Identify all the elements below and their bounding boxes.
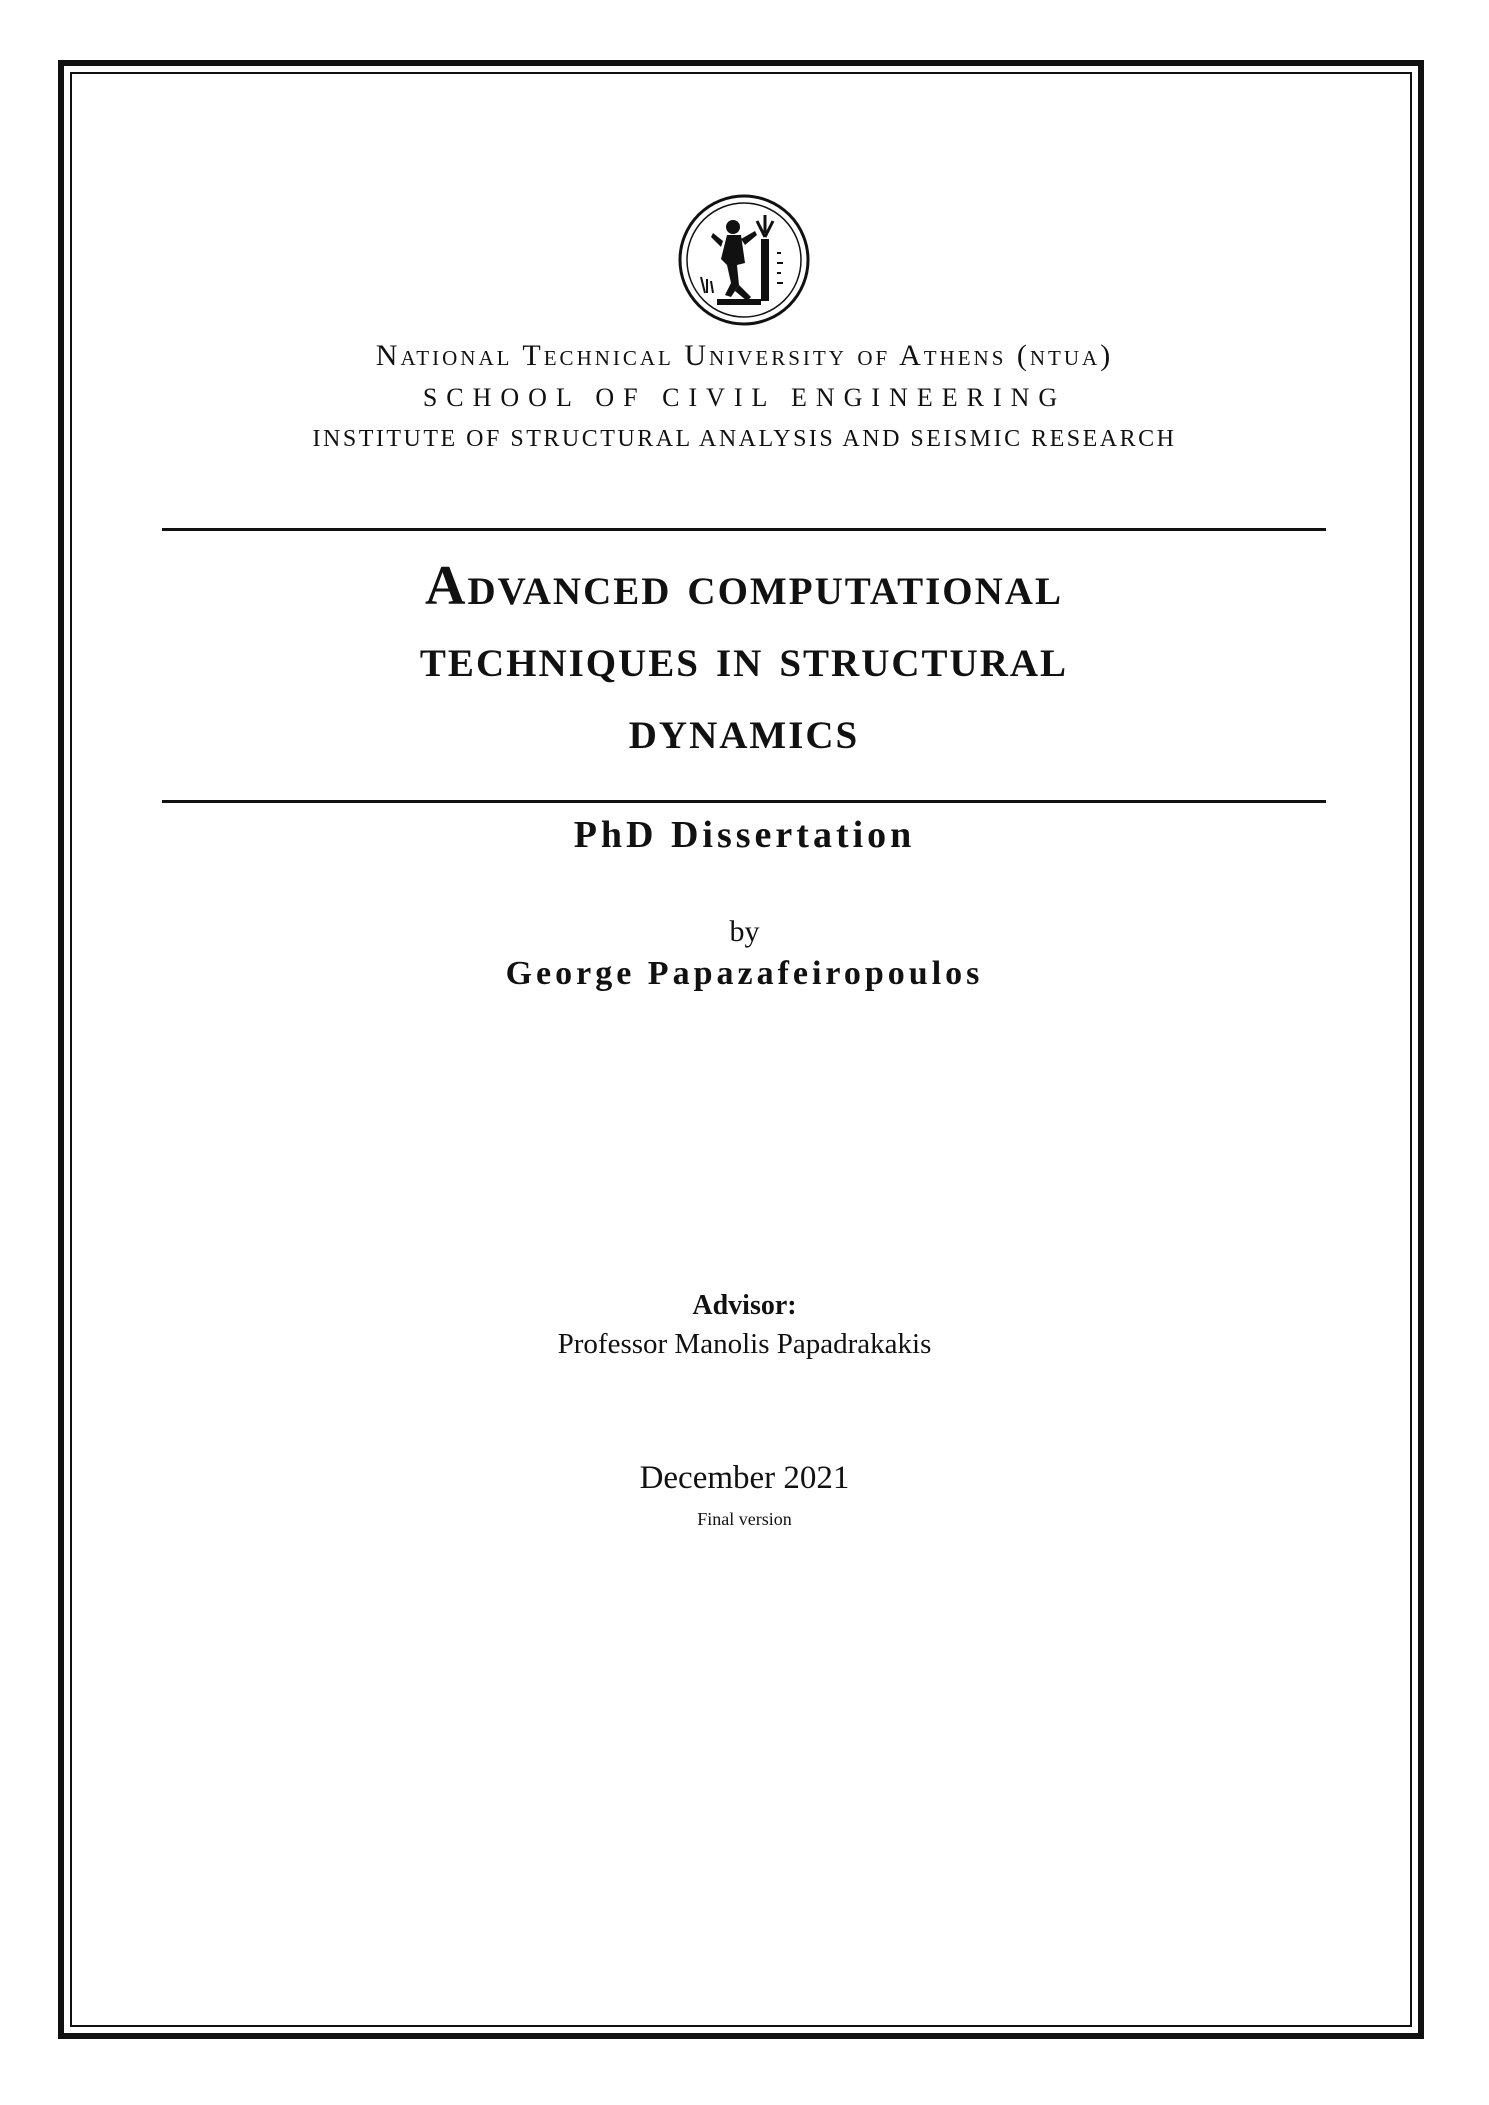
by-label: by (729, 915, 760, 948)
ntua-seal-icon (677, 193, 811, 327)
school-name: SCHOOL OF CIVIL ENGINEERING (422, 383, 1067, 412)
degree-type: PhD Dissertation (573, 814, 916, 856)
author-name: George Papazafeiropoulos (505, 955, 984, 992)
advisor-name: Professor Manolis Papadrakakis (557, 1328, 932, 1360)
version-note: Final version (697, 1509, 792, 1529)
title-rule-top (162, 528, 1326, 531)
advisor-label: Advisor: (692, 1290, 797, 1321)
university-name: National Technical University of Athens (ntua) (375, 339, 1114, 372)
title-rule-bottom (162, 800, 1326, 803)
title-line: dynamics (628, 699, 860, 761)
submission-date: December 2021 (639, 1460, 850, 1496)
institute-name: INSTITUTE OF STRUCTURAL ANALYSIS AND SEISMIC RESEARCH (312, 426, 1177, 452)
dissertation-title (162, 550, 1326, 766)
title-line: Advanced computational (425, 555, 1063, 617)
title-line: techniques in structural (419, 627, 1069, 689)
